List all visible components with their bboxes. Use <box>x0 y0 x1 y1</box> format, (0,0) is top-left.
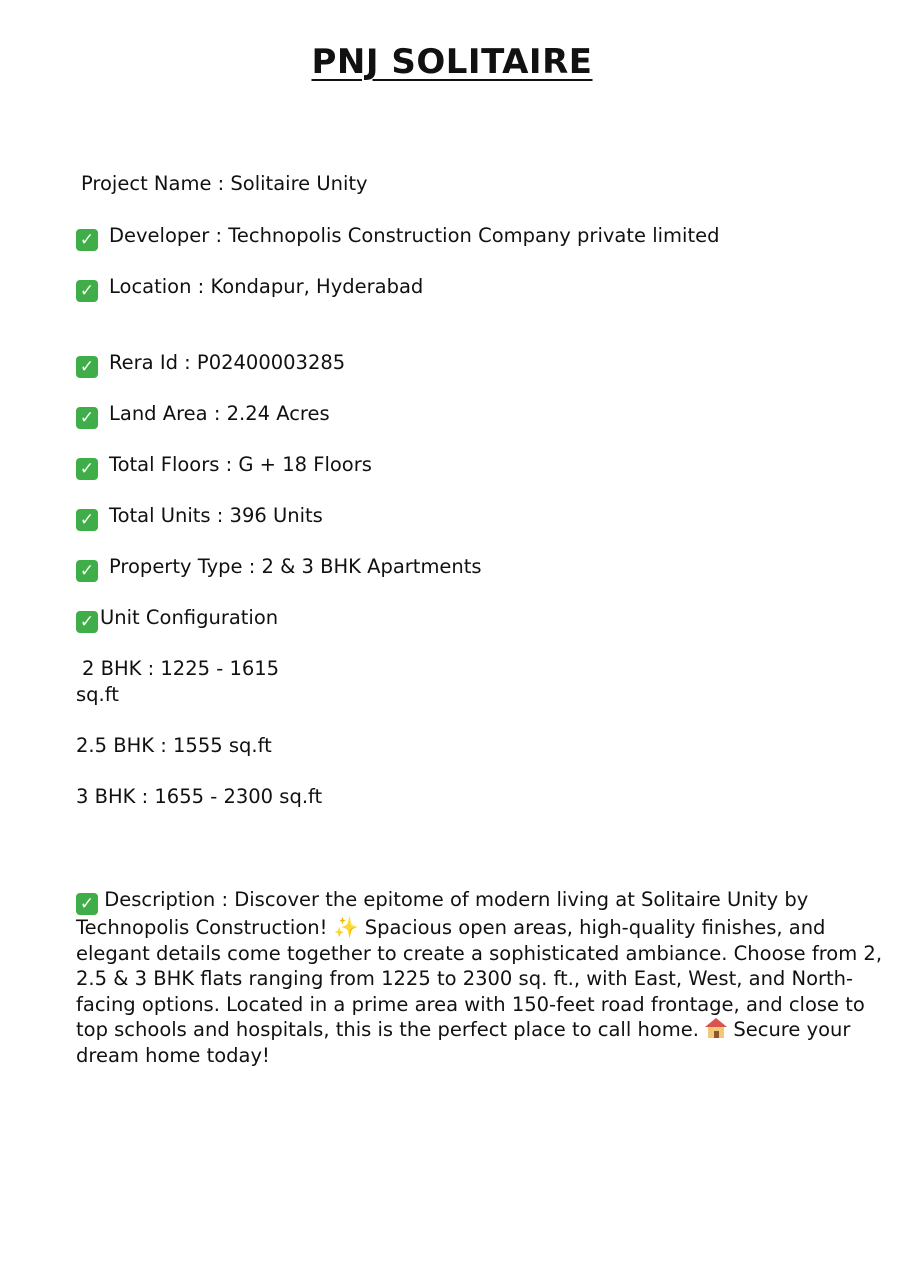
page-title <box>0 42 904 82</box>
description-part1: Description : Discover the epitome of modern living at Solitaire Unity by Technopolis Construction! <box>76 888 809 939</box>
check-icon: ✓ <box>76 611 98 633</box>
detail-text: Land Area : 2.24 Acres <box>109 402 330 425</box>
detail-text: Location : Kondapur, Hyderabad <box>109 275 424 298</box>
check-icon: ✓ <box>76 407 98 429</box>
check-icon: ✓ <box>76 229 98 251</box>
page-title-text: PNJ SOLITAIRE <box>311 42 593 82</box>
house-icon <box>705 1018 727 1038</box>
detail-location <box>76 275 423 302</box>
detail-unit-configuration <box>76 606 278 633</box>
description-part3: Secure your dream home today! <box>76 1018 851 1067</box>
detail-text: Total Floors : G + 18 Floors <box>109 453 372 476</box>
check-icon: ✓ <box>76 356 98 378</box>
description <box>76 887 886 1069</box>
detail-rera-id <box>76 351 345 378</box>
sparkles-icon: ✨ <box>333 915 359 939</box>
detail-property-type <box>76 555 482 582</box>
description-part2: Spacious open areas, high-quality finishes, and elegant details come together to create a sophisticated ambiance. Choose from 2, 2.5 & 3 BHK flats ranging from 1225 to 2300 sq. ft., with East, West, and North-facing options. Located in a prime area with 150-feet road frontage, and close to top schools and hospitals, this is the perfect place to call home. <box>76 916 883 1042</box>
detail-text: Property Type : 2 & 3 BHK Apartments <box>109 555 482 578</box>
config-2bhk: 2 BHK : 1225 - 1615 <box>82 657 280 680</box>
detail-land-area <box>76 402 330 429</box>
project-name: Project Name : Solitaire Unity <box>81 172 368 195</box>
check-icon: ✓ <box>76 509 98 531</box>
detail-text: Rera Id : P02400003285 <box>109 351 346 374</box>
check-icon: ✓ <box>76 280 98 302</box>
config-3bhk: 3 BHK : 1655 - 2300 sq.ft <box>76 785 323 808</box>
config-2bhk-unit: sq.ft <box>76 683 119 706</box>
check-icon: ✓ <box>76 458 98 480</box>
check-icon: ✓ <box>76 560 98 582</box>
detail-total-floors <box>76 453 372 480</box>
check-icon: ✓ <box>76 893 98 915</box>
detail-text: Total Units : 396 Units <box>109 504 323 527</box>
detail-text: Unit Configuration <box>100 606 279 629</box>
config-2-5bhk: 2.5 BHK : 1555 sq.ft <box>76 734 272 757</box>
detail-text: Developer : Technopolis Construction Company private limited <box>109 224 720 247</box>
detail-total-units <box>76 504 323 531</box>
detail-developer <box>76 224 719 251</box>
